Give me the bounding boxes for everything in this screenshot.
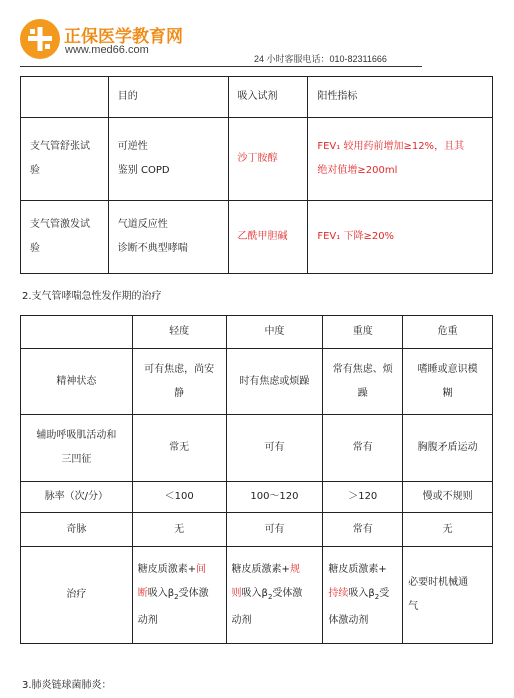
test-name: 支气管舒张试 验 [21,118,109,201]
table-row [21,513,493,547]
cell-moderate: 可有 [226,513,323,547]
test-purpose: 气道反应性 诊断不典型哮喘 [108,201,228,274]
section-caption: 2.支气管哮喘急性发作期的治疗 [22,291,162,302]
cell-severe: 常有焦虑、烦 躁 [323,349,403,415]
table-row [21,482,493,513]
table-row [21,547,493,644]
row-label: 治疗 [21,547,133,644]
table-header-row [21,77,493,118]
cell-mild: ＜100 [132,482,226,513]
cell-moderate: 糖皮质激素+规 则吸入$\beta_2$受体激 动剂 [226,547,323,644]
cell-moderate: 时有焦虑或烦躁 [226,349,323,415]
cell-mild: 无 [132,513,226,547]
med66-logo-icon [20,19,60,59]
cell-critical: 无 [403,513,493,547]
cell-moderate: 100～120 [226,482,323,513]
cell-critical: 胸腹矛盾运动 [403,415,493,482]
row-label: 辅助呼吸肌活动和 三凹征 [21,415,133,482]
cell-critical: 慢或不规则 [403,482,493,513]
cell-mild: 可有焦虑，尚安 静 [132,349,226,415]
test-reagent: 乙酰甲胆碱 [228,201,308,274]
header-cell [21,77,109,118]
table-row [21,118,493,201]
cell-mild: 常无 [132,415,226,482]
asthma-severity-table [20,315,493,644]
header-cell: 危重 [403,316,493,349]
header-cell: 阳性指标 [308,77,493,118]
brand-name: 正保医学教育网 [64,27,183,47]
table-row [21,415,493,482]
cell-severe: 常有 [323,415,403,482]
row-label: 奇脉 [21,513,133,547]
header-cell: 目的 [108,77,228,118]
brand-url: www.med66.com [65,44,149,56]
row-label: 精神状态 [21,349,133,415]
test-name: 支气管激发试 验 [21,201,109,274]
table-row [21,201,493,274]
section-caption: 3.肺炎链球菌肺炎： [22,680,112,691]
hotline-text: 24 小时客服电话：010-82311666 [254,54,387,64]
cell-critical: 必要时机械通 气 [403,547,493,644]
test-indicator: FEV₁ 下降≥20% [308,201,493,274]
test-purpose: 可逆性 鉴别 COPD [108,118,228,201]
cell-mild: 糖皮质激素+间 断吸入$\beta_2$受体激 动剂 [132,547,226,644]
header-cell: 中度 [226,316,323,349]
row-label: 脉率（次/分） [21,482,133,513]
test-reagent: 沙丁胺醇 [228,118,308,201]
table-row [21,349,493,415]
cell-critical: 嗜睡或意识模 糊 [403,349,493,415]
header-cell [21,316,133,349]
table-header-row [21,316,493,349]
cell-severe: 糖皮质激素+ 持续吸入$\beta_2$受 体激动剂 [323,547,403,644]
page-header [0,0,514,72]
header-cell: 重度 [323,316,403,349]
bronchial-test-table [20,76,493,274]
header-cell: 吸入试剂 [228,77,308,118]
cell-severe: ＞120 [323,482,403,513]
cell-moderate: 可有 [226,415,323,482]
cell-severe: 常有 [323,513,403,547]
header-divider [20,66,422,67]
test-indicator: FEV₁ 较用药前增加≥12%，且其 绝对值增≥200ml [308,118,493,201]
header-cell: 轻度 [132,316,226,349]
